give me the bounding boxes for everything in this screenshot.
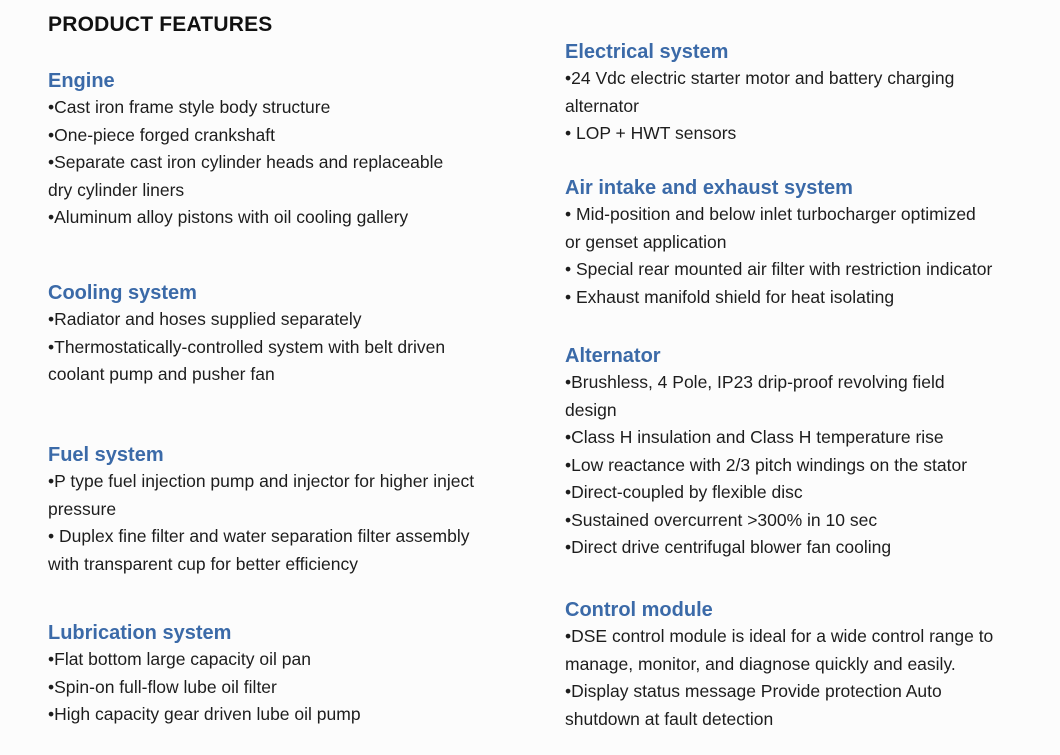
feature-line: •Brushless, 4 Pole, IP23 drip-proof revolving field bbox=[565, 372, 945, 392]
feature-line: manage, monitor, and diagnose quickly and easily. bbox=[565, 653, 956, 674]
feature-line: •Aluminum alloy pistons with oil cooling gallery bbox=[48, 207, 409, 227]
feature-line: •Cast iron frame style body structure bbox=[48, 97, 331, 117]
feature-line: • LOP + HWT sensors bbox=[565, 123, 737, 143]
feature-line: •High capacity gear driven lube oil pump bbox=[48, 704, 361, 724]
section-heading: Air intake and exhaust system bbox=[565, 177, 853, 199]
feature-line: or genset application bbox=[565, 231, 727, 252]
feature-line: •Sustained overcurrent >300% in 10 sec bbox=[565, 509, 878, 530]
section-heading: Control module bbox=[565, 599, 713, 621]
feature-line: •Spin-on full-flow lube oil filter bbox=[48, 676, 277, 697]
feature-line: pressure bbox=[48, 498, 117, 519]
section-alternator bbox=[565, 343, 967, 562]
feature-line: •Separate cast iron cylinder heads and replaceable bbox=[48, 152, 444, 172]
section-air-intake-exhaust bbox=[565, 175, 992, 311]
section-electrical-system bbox=[565, 39, 954, 148]
feature-line: •Flat bottom large capacity oil pan bbox=[48, 649, 311, 669]
feature-line: • Mid-position and below inlet turbocharger optimized bbox=[565, 204, 976, 224]
feature-line: •Thermostatically-controlled system with belt driven bbox=[48, 336, 446, 357]
feature-line: • Duplex fine filter and water separation filter assembly bbox=[48, 526, 470, 546]
feature-line: shutdown at fault detection bbox=[565, 708, 774, 729]
section-heading: Alternator bbox=[565, 345, 661, 367]
section-heading: Lubrication system bbox=[48, 622, 232, 644]
section-heading: Engine bbox=[48, 70, 115, 92]
feature-line: •DSE control module is ideal for a wide control range to bbox=[565, 626, 994, 646]
feature-line: dry cylinder liners bbox=[48, 179, 185, 200]
feature-line: •Class H insulation and Class H temperature rise bbox=[565, 427, 944, 447]
section-lubrication-system bbox=[48, 620, 361, 729]
feature-line: • Special rear mounted air filter with restriction indicator bbox=[565, 259, 993, 279]
feature-line: •One-piece forged crankshaft bbox=[48, 124, 275, 145]
feature-line: •Direct-coupled by flexible disc bbox=[565, 482, 803, 502]
section-control-module bbox=[565, 597, 993, 733]
feature-line: coolant pump and pusher fan bbox=[48, 364, 275, 384]
section-fuel-system bbox=[48, 442, 474, 578]
feature-line: •Radiator and hoses supplied separately bbox=[48, 309, 362, 329]
feature-line: •Direct drive centrifugal blower fan cooling bbox=[565, 537, 892, 557]
feature-line: • Exhaust manifold shield for heat isolating bbox=[565, 286, 895, 307]
section-heading: Fuel system bbox=[48, 444, 164, 466]
feature-line: alternator bbox=[565, 95, 639, 116]
section-heading: Cooling system bbox=[48, 282, 197, 304]
feature-line: •P type fuel injection pump and injector for higher inject bbox=[48, 471, 475, 491]
feature-line: •Low reactance with 2/3 pitch windings on the stator bbox=[565, 454, 968, 475]
section-cooling-system bbox=[48, 280, 445, 389]
section-engine bbox=[48, 68, 443, 232]
feature-line: •Display status message Provide protection Auto bbox=[565, 681, 942, 701]
section-heading: Electrical system bbox=[565, 41, 729, 63]
page-title: PRODUCT FEATURES bbox=[48, 13, 273, 36]
feature-line: •24 Vdc electric starter motor and battery charging bbox=[565, 68, 955, 88]
feature-line: design bbox=[565, 399, 617, 420]
feature-line: with transparent cup for better efficiency bbox=[48, 553, 358, 574]
